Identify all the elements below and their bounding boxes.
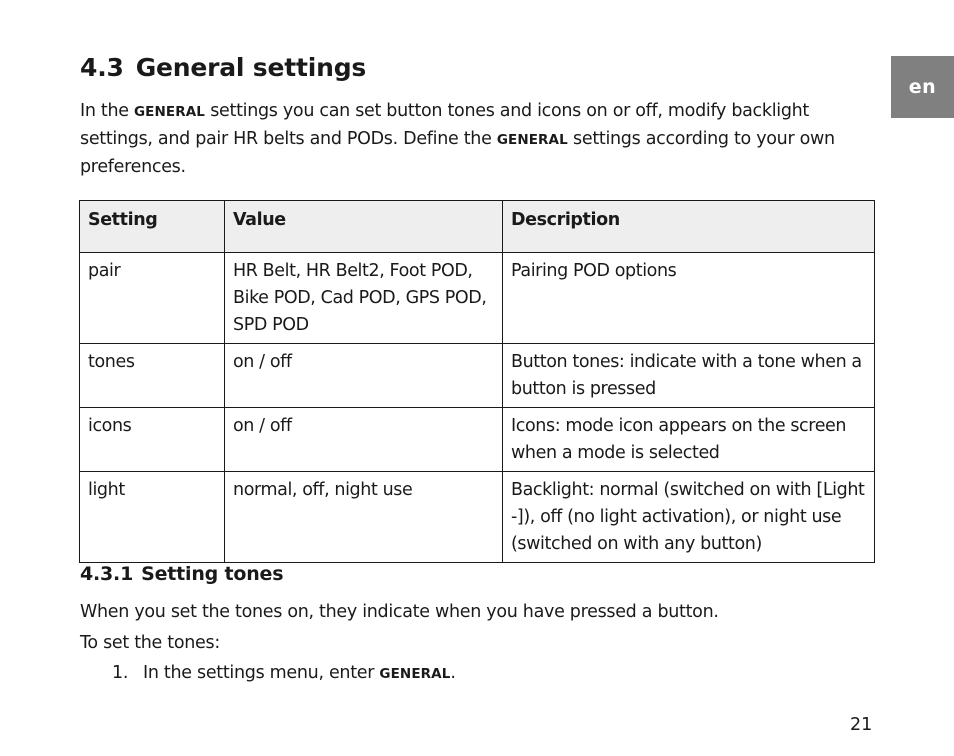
table-row (80, 472, 875, 563)
table-row (80, 253, 875, 344)
general-keyword: GENERAL (496, 132, 568, 148)
intro-text-3: settings according to your own preferences. (80, 129, 835, 177)
general-keyword: GENERAL (134, 104, 205, 120)
cell-value: normal, off, night use (225, 472, 503, 563)
intro-paragraph (80, 98, 880, 181)
intro-text-2: settings you can set button tones and icons on or off, modify backlight settings, and pair HR belts and PODs. Define the (80, 101, 809, 149)
section-number: 4.3 (80, 53, 124, 82)
general-keyword: GENERAL (379, 666, 451, 682)
list-item (80, 660, 456, 688)
cell-value: HR Belt, HR Belt2, Foot POD, Bike POD, Cad POD, GPS POD, SPD POD (225, 253, 503, 344)
header-setting: Setting (80, 201, 225, 253)
cell-setting: light (80, 472, 225, 563)
cell-description: Button tones: indicate with a tone when a button is pressed (503, 344, 875, 408)
table-row (80, 408, 875, 472)
section-heading (80, 53, 366, 82)
section-title: General settings (135, 53, 367, 82)
cell-setting: pair (80, 253, 225, 344)
header-value: Value (225, 201, 503, 253)
cell-description: Pairing POD options (503, 253, 875, 344)
subsection-number: 4.3.1 (80, 563, 134, 585)
table-header-row (80, 201, 875, 253)
cell-value: on / off (225, 344, 503, 408)
cell-setting: icons (80, 408, 225, 472)
steps-intro: To set the tones: (80, 633, 220, 653)
settings-table (79, 200, 875, 563)
intro-text-1: In the (80, 101, 134, 121)
language-tab: en (891, 56, 954, 118)
cell-description: Backlight: normal (switched on with [Light -]), off (no light activation), or night use (switched on with any button) (503, 472, 875, 563)
tones-paragraph: When you set the tones on, they indicate when you have pressed a button. (80, 602, 719, 622)
step-number: 1. (112, 663, 129, 683)
step-end: . (450, 663, 456, 683)
cell-description: Icons: mode icon appears on the screen when a mode is selected (503, 408, 875, 472)
subsection-title: Setting tones (141, 563, 284, 585)
cell-setting: tones (80, 344, 225, 408)
page-number: 21 (850, 715, 873, 735)
subsection-heading (80, 563, 283, 585)
header-description: Description (503, 201, 875, 253)
table-row (80, 344, 875, 408)
cell-value: on / off (225, 408, 503, 472)
steps-list (80, 660, 456, 688)
step-text: In the settings menu, enter (143, 663, 380, 683)
